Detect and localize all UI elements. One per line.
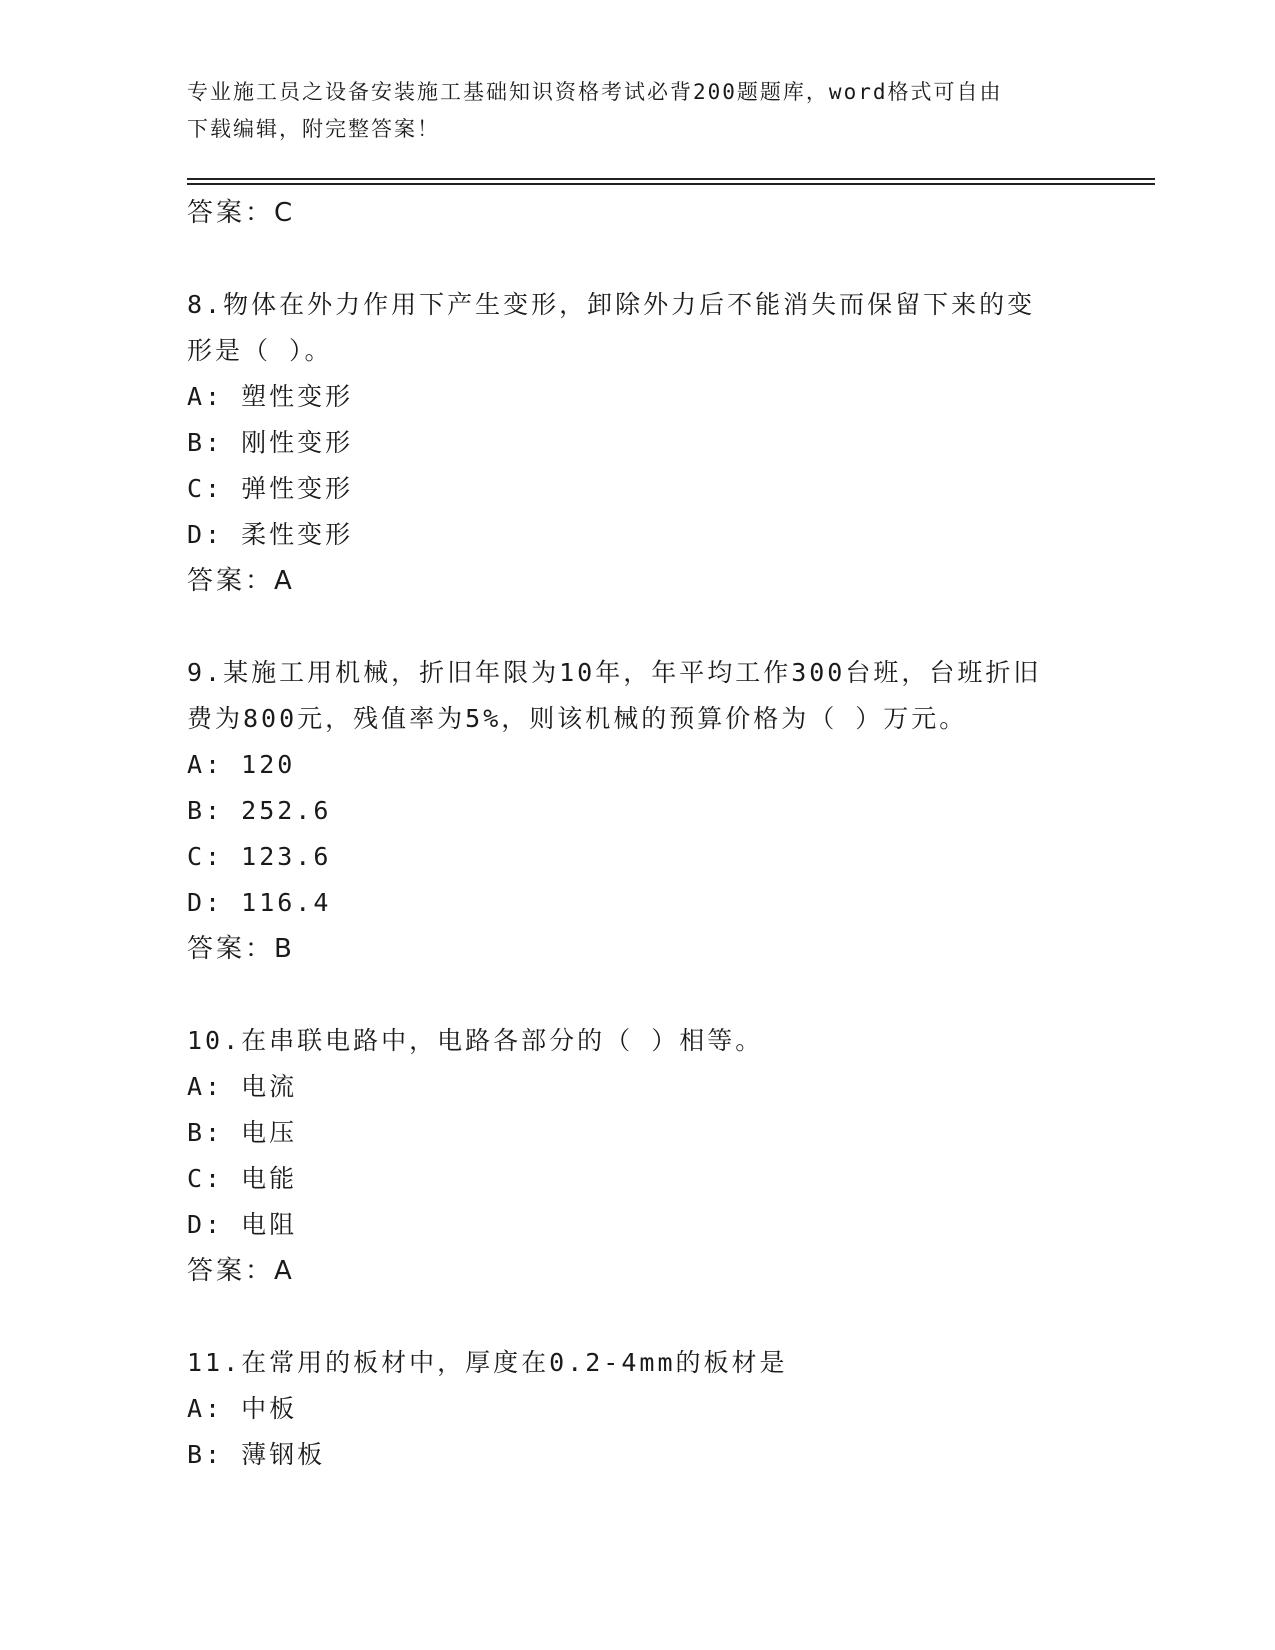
question-10-option-a: A: 电流: [187, 1072, 298, 1101]
answer-8: 答案：A: [187, 566, 295, 596]
question-8-option-d: D: 柔性变形: [187, 520, 354, 549]
question-10-option-c: C: 电能: [187, 1164, 298, 1193]
question-8-option-a: A: 塑性变形: [187, 382, 354, 411]
spacer: [187, 972, 1087, 1018]
spacer: [187, 604, 1087, 650]
question-10: [187, 1018, 1087, 1294]
question-9-text-1: 9.某施工用机械，折旧年限为10年，年平均工作300台班，台班折旧: [187, 658, 1042, 687]
question-9-option-c: C: 123.6: [187, 842, 332, 871]
question-11-option-b: B: 薄钢板: [187, 1440, 326, 1469]
question-10-option-d: D: 电阻: [187, 1210, 298, 1239]
question-8: [187, 282, 1087, 604]
spacer: [187, 236, 1087, 282]
question-9-option-b: B: 252.6: [187, 796, 332, 825]
document-header: [187, 74, 1067, 148]
answer-7: 答案：C: [187, 198, 296, 228]
question-9: [187, 650, 1087, 972]
question-11-option-a: A: 中板: [187, 1394, 298, 1423]
answer-9: 答案：B: [187, 934, 295, 964]
spacer: [187, 1294, 1087, 1340]
question-8-option-b: B: 刚性变形: [187, 428, 354, 457]
question-8-option-c: C: 弹性变形: [187, 474, 354, 503]
question-11: [187, 1340, 1087, 1478]
header-line-1: 专业施工员之设备安装施工基础知识资格考试必背200题题库，word格式可自由: [187, 80, 1003, 104]
question-9-text-2: 费为800元，残值率为5%，则该机械的预算价格为（ ）万元。: [187, 704, 968, 733]
question-11-text-1: 11.在常用的板材中，厚度在0.2-4mm的板材是: [187, 1348, 788, 1377]
question-10-text-1: 10.在串联电路中，电路各部分的（ ）相等。: [187, 1026, 764, 1055]
answer-10: 答案：A: [187, 1256, 295, 1286]
question-9-option-a: A: 120: [187, 750, 296, 779]
question-10-option-b: B: 电压: [187, 1118, 298, 1147]
header-line-2: 下载编辑，附完整答案！: [187, 117, 440, 141]
question-8-text-1: 8.物体在外力作用下产生变形，卸除外力后不能消失而保留下来的变: [187, 290, 1036, 319]
question-9-option-d: D: 116.4: [187, 888, 332, 917]
header-divider-bottom: [187, 183, 1155, 185]
header-divider-top: [187, 178, 1155, 180]
question-list: [187, 190, 1087, 1478]
question-8-text-2: 形是（ ）。: [187, 336, 333, 365]
